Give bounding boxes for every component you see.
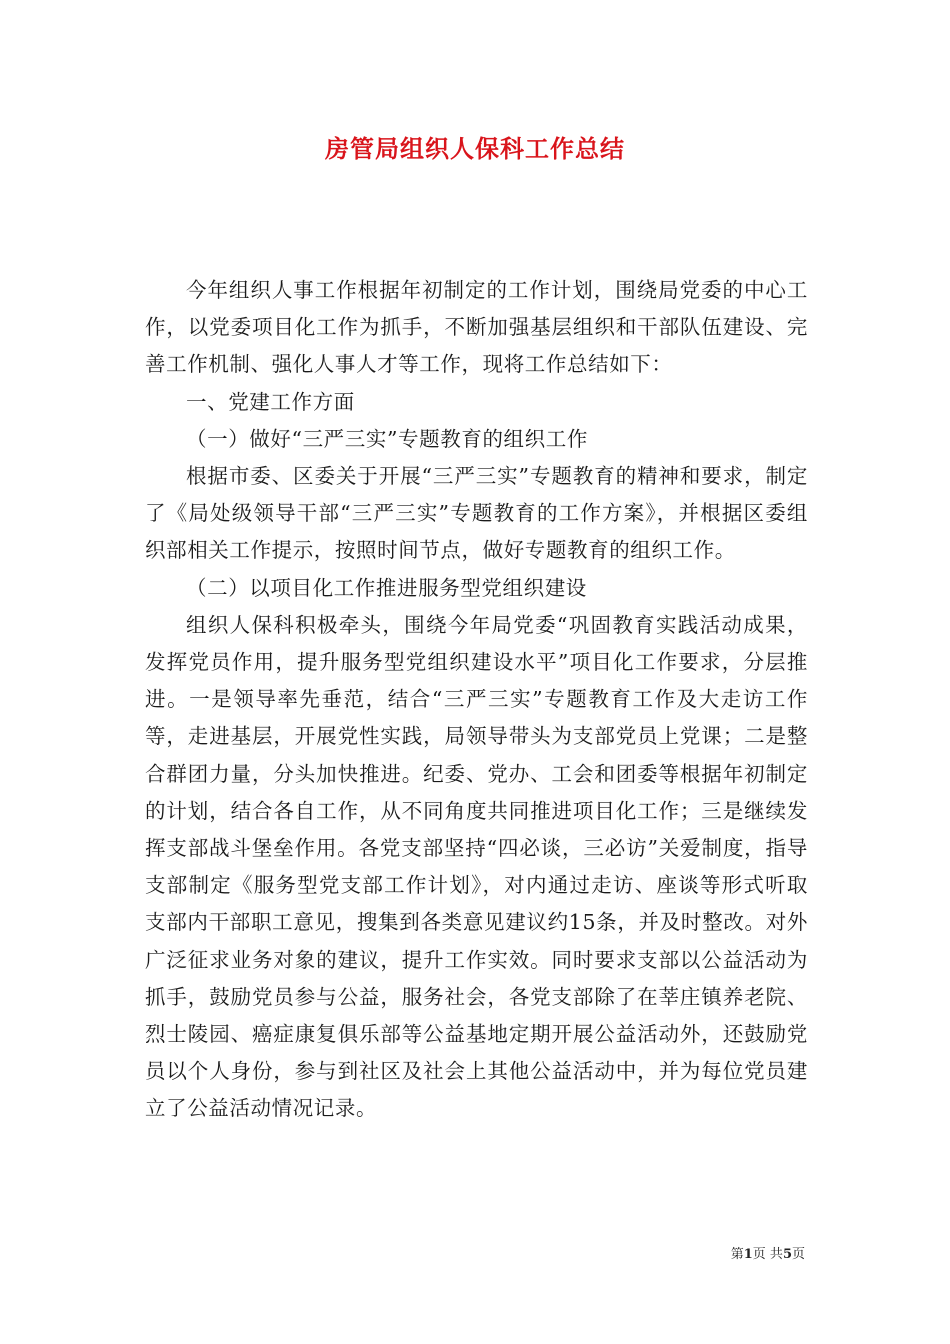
footer-total-pages: 5 (782, 1247, 792, 1262)
footer-current-page: 1 (743, 1247, 753, 1262)
subsection-heading-1: （一）做好“三严三实”专题教育的组织工作 (186, 426, 588, 451)
paragraph-intro: 今年组织人事工作根据年初制定的工作计划，围绕局党委的中心工作，以党委项目化工作为抓手，不断加强基层组织和干部队伍建设、完善工作机制、强化人事人才等工作，现将工作总结如下： (145, 278, 808, 377)
document-body (145, 272, 808, 1128)
page-number-footer (731, 1247, 805, 1263)
paragraph-subsection-2: 组织人保科积极牵头，围绕今年局党委“巩固教育实践活动成果，发挥党员作用，提升服务型党组织建设水平”项目化工作要求，分层推进。一是领导率先垂范，结合“三严三实”专题教育工作及大走访工作等，走进基层，开展党性实践，局领导带头为支部党员上党课；二是整合群团力量，分头加快推进。纪委、党办、工会和团委等根据年初制定的计划，结合各自工作，从不同角度共同推进项目化工作；三是继续发挥支部战斗堡垒作用。各党支部坚持“四必谈，三必访”关爱制度，指导支部制定《服务型党支部工作计划》，对内通过走访、座谈等形式听取支部内干部职工意见，搜集到各类意见建议约15条，并及时整改。对外广泛征求业务对象的建议，提升工作实效。同时要求支部以公益活动为抓手，鼓励党员参与公益，服务社会，各党支部除了在莘庄镇养老院、烈士陵园、癌症康复俱乐部等公益基地定期开展公益活动外，还鼓励党员以个人身份，参与到社区及社会上其他公益活动中，并为每位党员建立了公益活动情况记录。 (145, 612, 808, 1121)
footer-suffix: 页 (791, 1247, 805, 1262)
footer-prefix: 第 (730, 1247, 744, 1262)
footer-middle: 页 共 (752, 1247, 783, 1262)
paragraph-subsection-1: 根据市委、区委关于开展“三严三实”专题教育的精神和要求，制定了《局处级领导干部“三严三实”专题教育的工作方案》，并根据区委组织部相关工作提示，按照时间节点，做好专题教育的组织工作。 (145, 464, 808, 563)
document-title: 房管局组织人保科工作总结 (325, 134, 625, 163)
subsection-heading-2: （二）以项目化工作推进服务型党组织建设 (186, 575, 587, 600)
section-heading-1: 一、党建工作方面 (186, 389, 355, 414)
